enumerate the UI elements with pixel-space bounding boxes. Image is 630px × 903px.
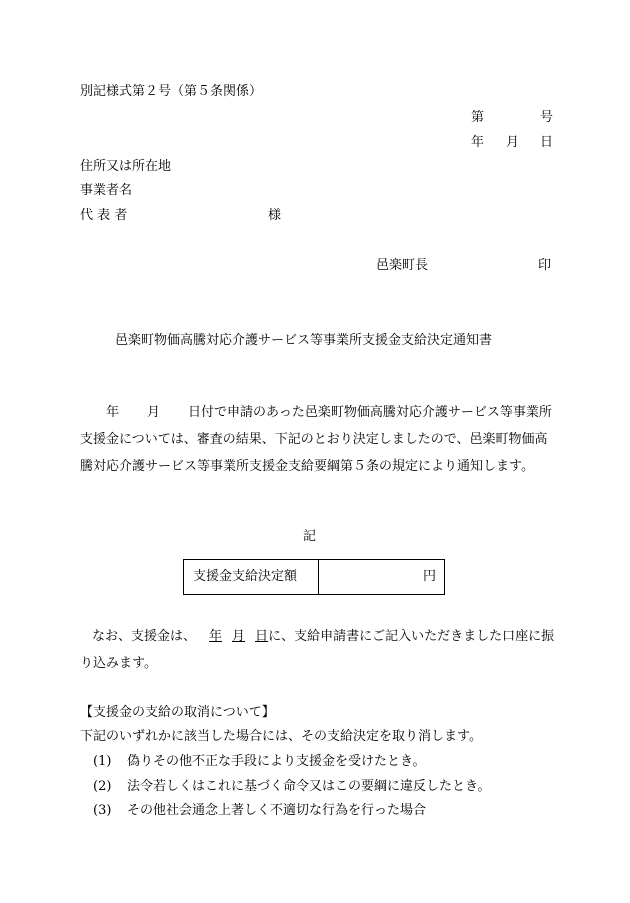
body-paragraph [80,399,560,480]
form-number: 別記様式第２号（第５条関係） [80,84,263,99]
cancellation-item-text: 偽りその他不正な手段により支援金を受けたとき。 [127,754,426,769]
payment-date-year: 年 [209,629,223,644]
recipient-address-label: 住所又は所在地 [80,159,172,174]
date-year: 年 [471,135,485,150]
payment-note-suffix: に、支給申請書にご記入いただきました口座に振り込みます。 [80,629,555,671]
doc-number-suffix: 号 [540,110,554,125]
payment-date [196,629,268,644]
amount-table [183,559,445,595]
cancellation-item-text: その他社会通念上著しく不適切な行為を行った場合 [127,803,427,818]
cancellation-heading: 【支援金の支給の取消について】 [80,705,275,720]
cancellation-item-text: 法令若しくはこれに基づく命令又はこの要綱に違反したとき。 [127,779,491,794]
sender-name: 邑楽町長 [376,258,429,273]
date-day: 日 [540,135,554,150]
body-text: 日付で申請のあった邑楽町物価高騰対応介護サービス等事業所支援金については、審査の結果、下記のとおり決定しましたので、邑楽町物価高騰対応介護サービス等事業所支援金支給要綱第５条の規定により通知します。 [80,405,552,474]
cancellation-item-num: (2) [93,779,112,794]
recipient-honorific: 様 [268,208,282,223]
recipient-business-label: 事業者名 [80,183,133,198]
body-year: 年 [106,405,120,420]
body-month: 月 [147,405,161,420]
ki-marker: 記 [303,529,317,544]
doc-number-prefix: 第 [471,110,485,125]
amount-label: 支援金支給決定額 [184,560,319,594]
cancellation-intro: 下記のいずれかに該当した場合には、その支給決定を取り消します。 [80,729,482,744]
payment-note [80,623,560,677]
document-title: 邑楽町物価高騰対応介護サービス等事業所支援金支給決定通知書 [115,333,493,348]
cancellation-item-num: (3) [93,803,112,818]
sender-seal: 印 [538,258,552,273]
recipient-representative-label: 代 表 者 [80,208,128,223]
amount-unit: 円 [422,569,436,584]
cancellation-item-num: (1) [93,754,112,769]
date-month: 月 [506,135,520,150]
payment-date-day: 日 [255,629,269,644]
payment-date-month: 月 [232,629,246,644]
payment-note-prefix: なお、支援金は、 [92,629,197,644]
